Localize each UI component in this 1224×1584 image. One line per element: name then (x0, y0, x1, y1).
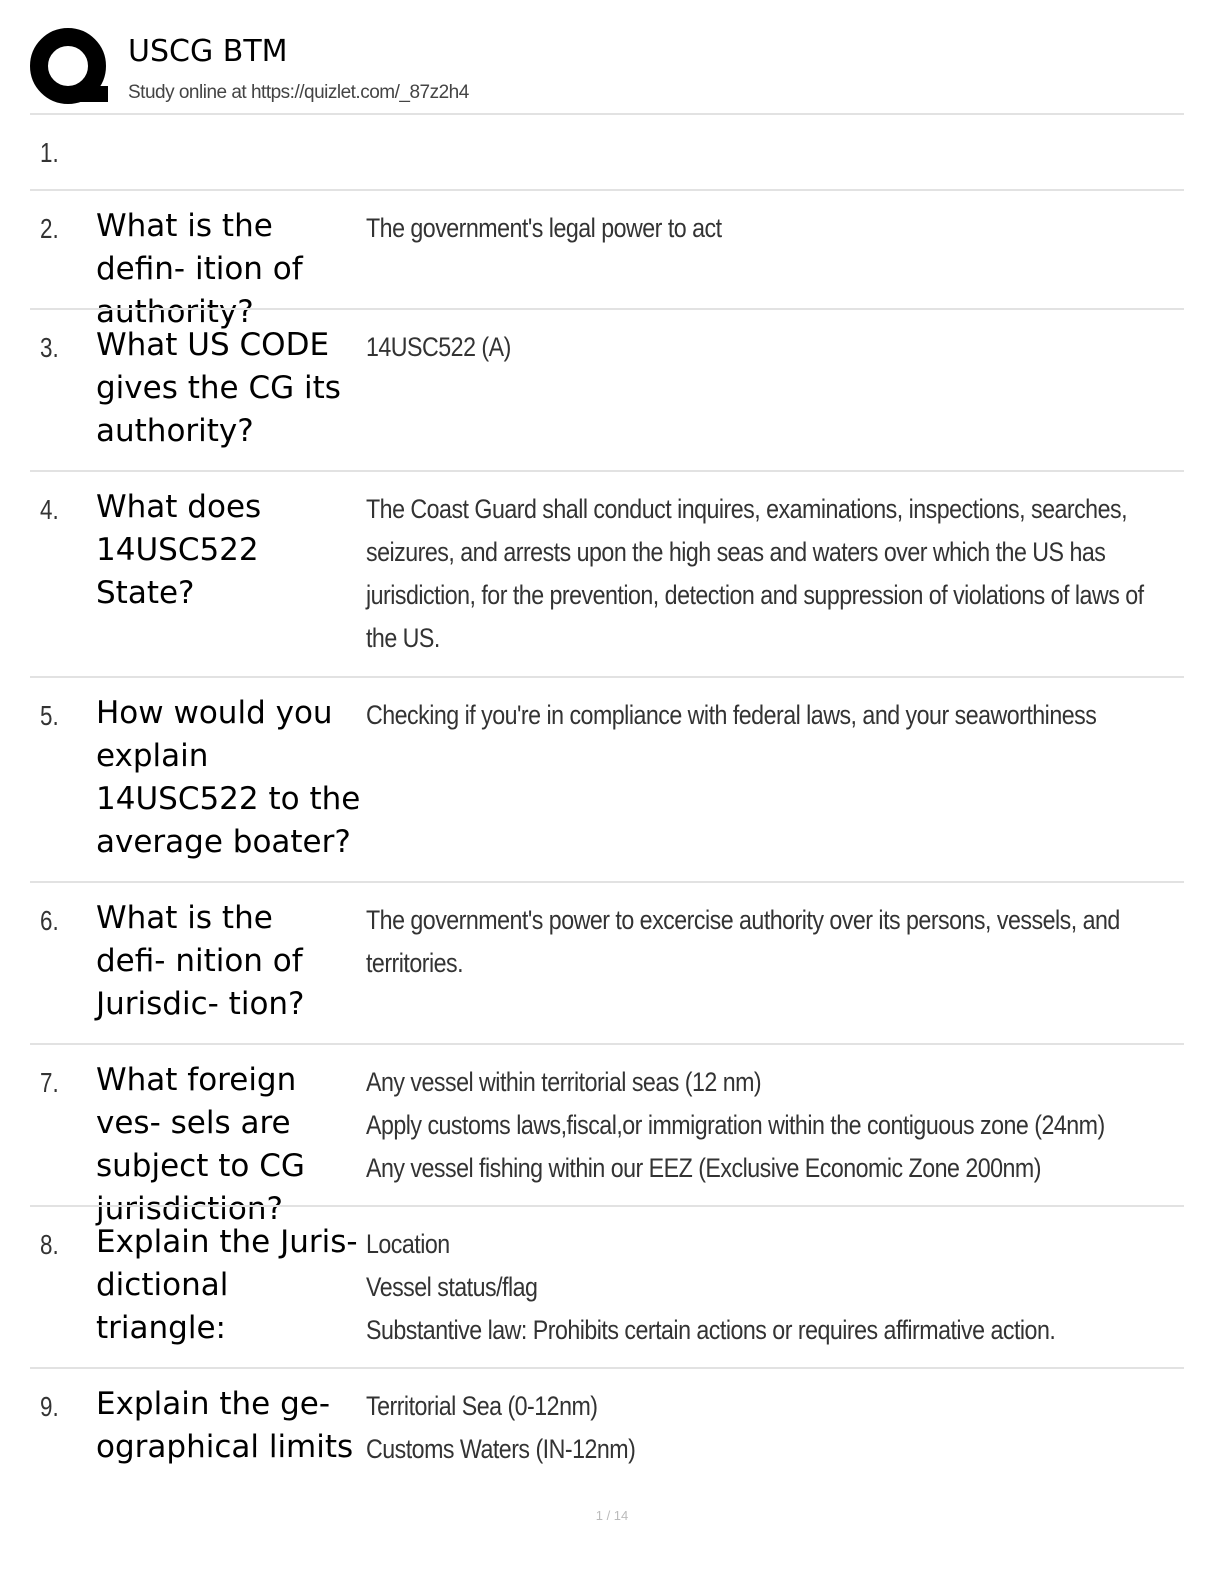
card-answer (366, 488, 1178, 660)
card-row (30, 308, 1184, 470)
card-row (30, 189, 1184, 330)
answer-line: The government's power to excercise authority over its persons, vessels, and territories. (366, 905, 1120, 978)
card-answer (366, 1223, 1178, 1352)
quizlet-logo-icon (30, 28, 110, 108)
card-number: 3. (40, 332, 59, 363)
card-question: Explain the Juris- dictional triangle: (96, 1224, 358, 1346)
flashcard-list (30, 113, 1184, 1499)
card-answer (366, 326, 1178, 369)
answer-line: Vessel status/flag (366, 1272, 538, 1302)
header (30, 28, 1184, 114)
answer-line: Substantive law: Prohibits certain actions or requires affirmative action. (366, 1315, 1056, 1345)
answer-line: Apply customs laws,fiscal,or immigration within the contiguous zone (24nm) (366, 1110, 1105, 1140)
answer-line: Territorial Sea (0-12nm) (366, 1391, 598, 1421)
card-question: What does 14USC522 State? (96, 489, 262, 611)
answer-line: Customs Waters (IN-12nm) (366, 1434, 636, 1464)
card-row (30, 1043, 1184, 1227)
study-link[interactable]: Study online at https://quizlet.com/_87z2h4 (128, 82, 469, 103)
card-answer (366, 1385, 1178, 1471)
card-row (30, 1205, 1184, 1367)
card-number: 7. (40, 1067, 59, 1098)
card-question: What foreign ves- sels are subject to CG jurisdiction? (96, 1062, 305, 1227)
card-number: 5. (40, 700, 59, 731)
answer-line: The government's legal power to act (366, 213, 722, 243)
card-row (30, 1367, 1184, 1499)
answer-line: 14USC522 (A) (366, 332, 511, 362)
answer-line: Any vessel fishing within our EEZ (Exclusive Economic Zone 200nm) (366, 1153, 1041, 1183)
card-number: 4. (40, 494, 59, 525)
answer-line: The Coast Guard shall conduct inquires, examinations, inspections, searches, seizures, and arrests upon the high seas and waters over which the US has jurisdiction, for the prevention, detection and suppression of violations of laws of the US. (366, 494, 1144, 653)
card-question: Explain the ge- ographical limits (96, 1386, 354, 1465)
answer-line: Checking if you're in compliance with federal laws, and your seaworthiness (366, 700, 1097, 730)
card-row (30, 676, 1184, 881)
card-row (30, 470, 1184, 676)
card-row (30, 113, 1184, 189)
card-number: 2. (40, 213, 59, 244)
card-answer (366, 899, 1178, 985)
answer-line: Any vessel within territorial seas (12 nm) (366, 1067, 762, 1097)
card-answer (366, 1061, 1178, 1190)
card-row (30, 881, 1184, 1043)
card-question: How would you explain 14USC522 to the average boater? (96, 695, 361, 860)
card-number: 6. (40, 905, 59, 936)
card-number: 9. (40, 1391, 59, 1422)
card-answer (366, 207, 1178, 250)
card-question: What is the defi- nition of Jurisdic- tion? (96, 900, 305, 1022)
card-answer (366, 694, 1178, 737)
card-number: 8. (40, 1229, 59, 1260)
card-question: What is the defin- ition of authority? (96, 208, 303, 330)
answer-line: Location (366, 1229, 450, 1259)
page-number: 1 / 14 (595, 1508, 629, 1523)
card-question: What US CODE gives the CG its authority? (96, 327, 341, 449)
card-number: 1. (40, 137, 59, 168)
page-title: USCG BTM (128, 34, 288, 69)
